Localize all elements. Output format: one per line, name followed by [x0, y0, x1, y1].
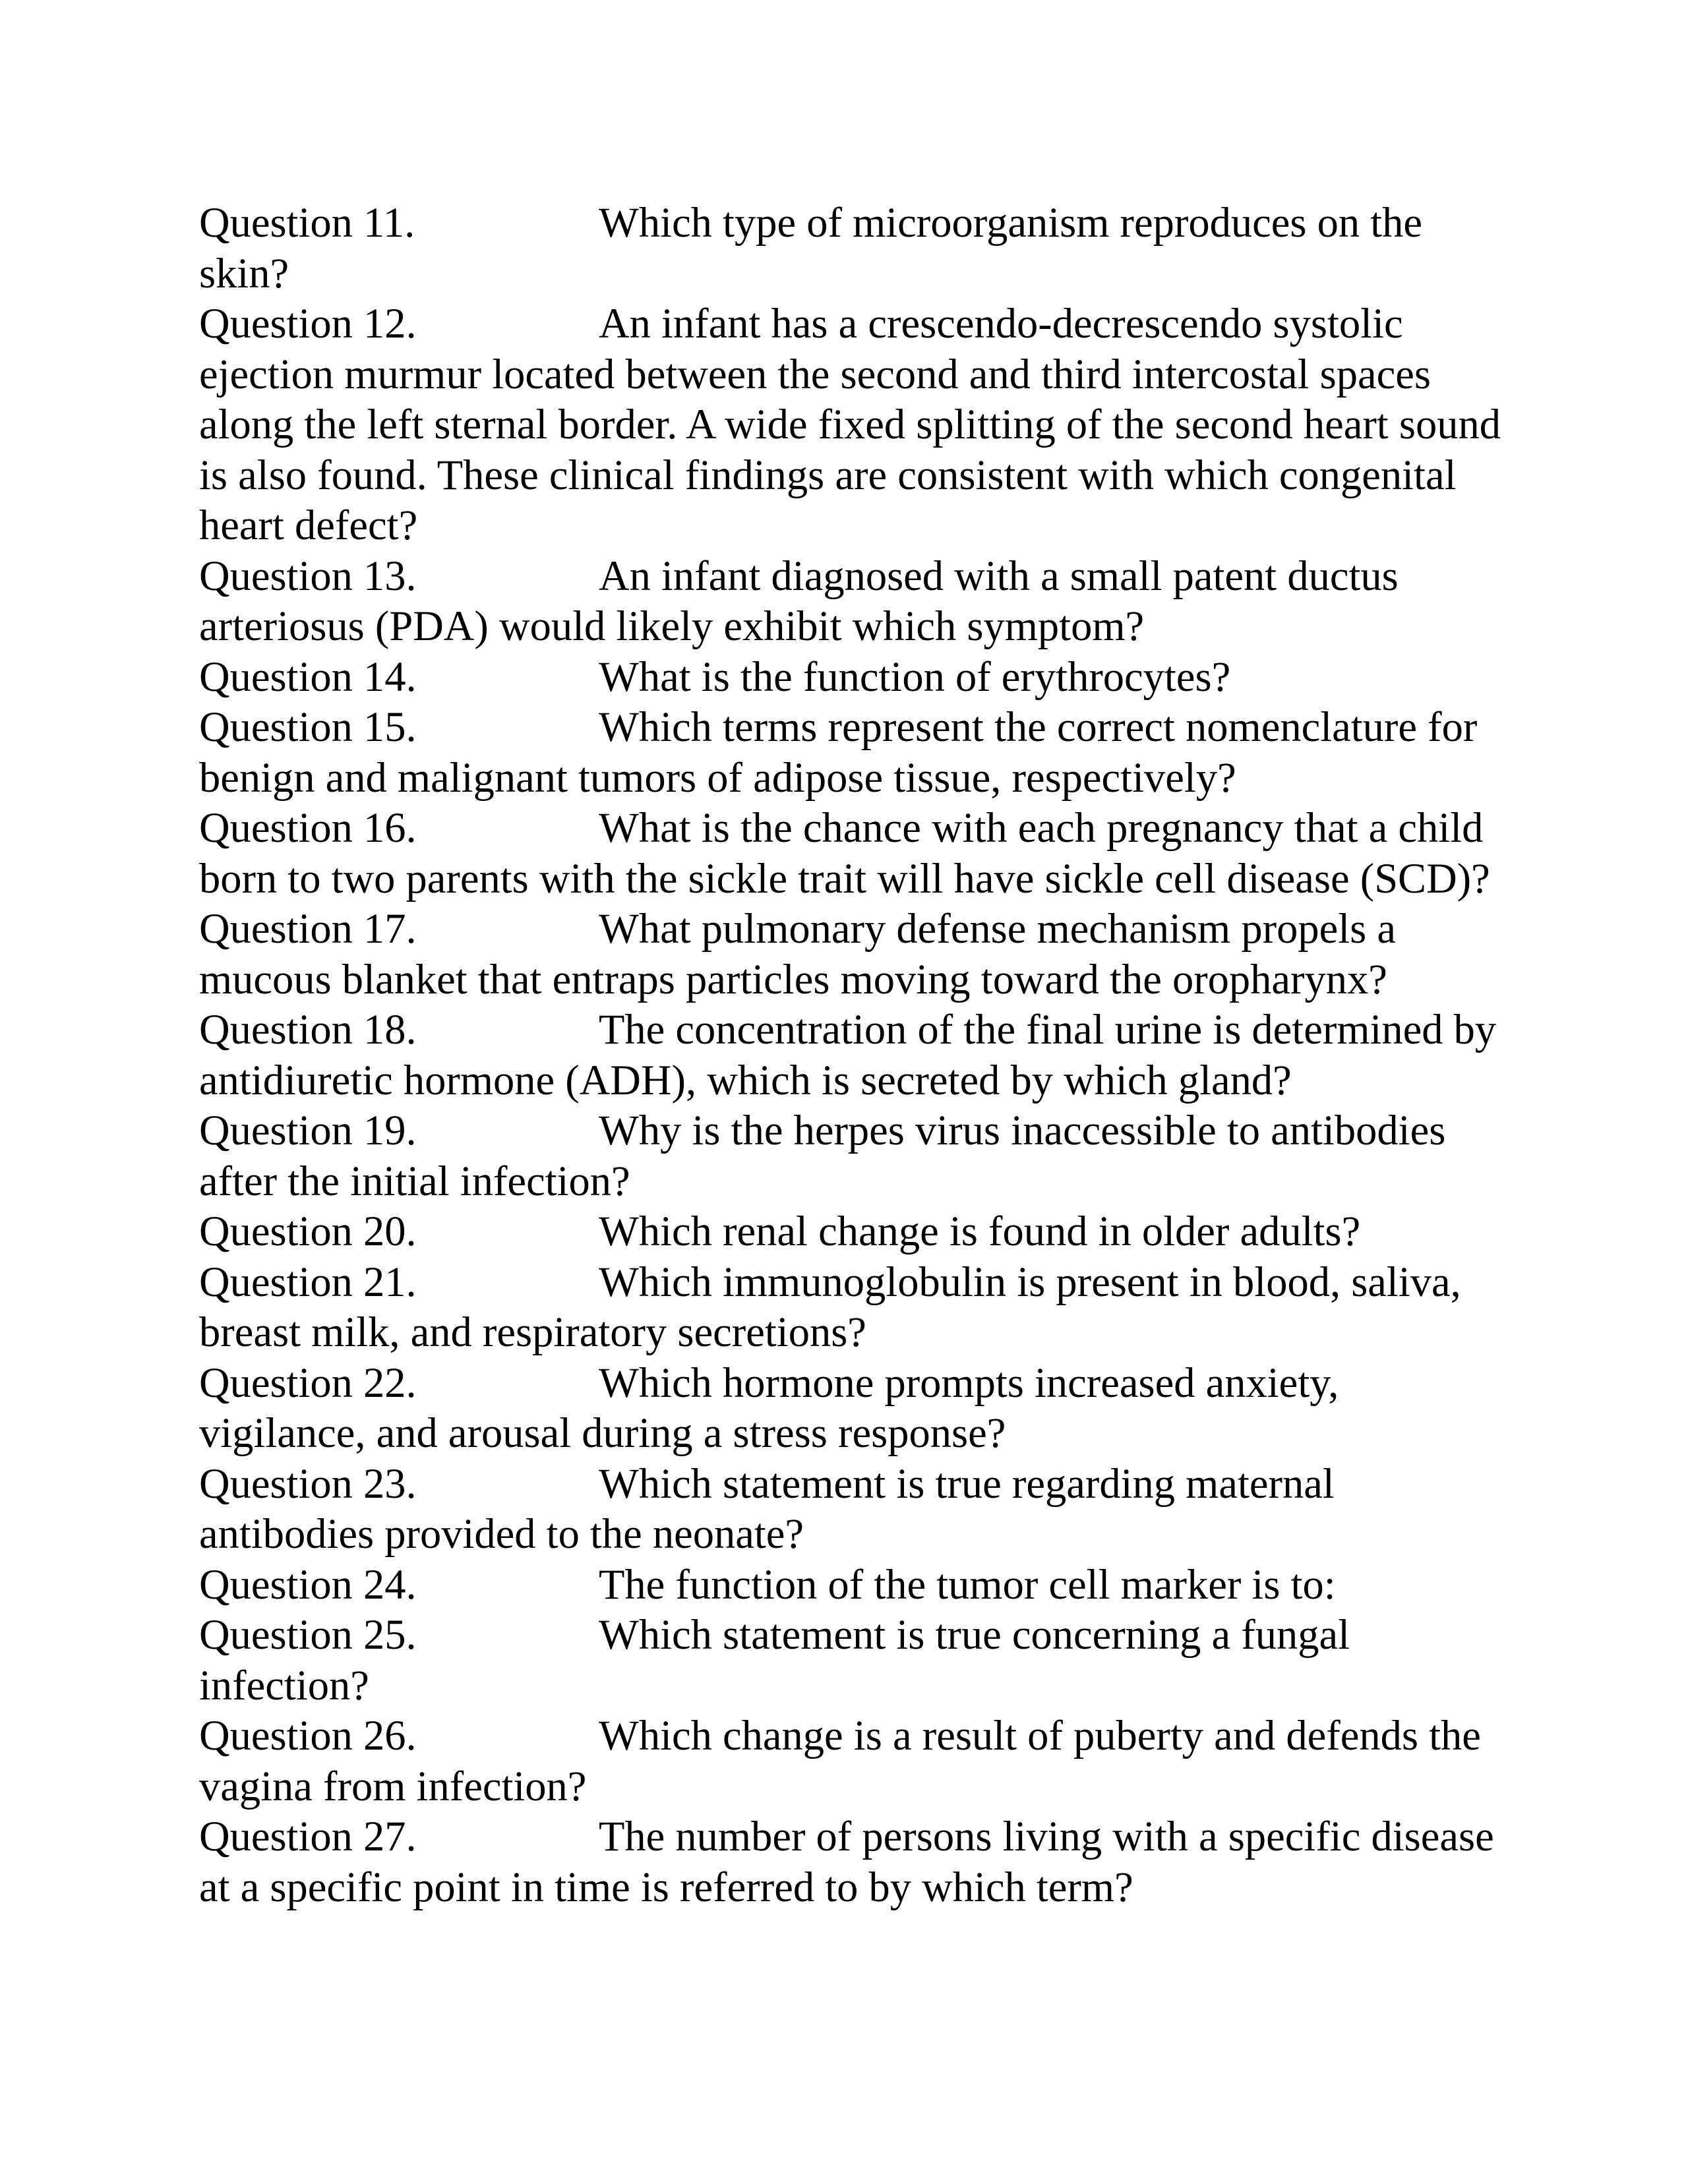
question-text: The number of persons living with a specific disease at a specific point in time is referred to by which term? [199, 1813, 1494, 1910]
question-item [199, 1358, 1511, 1459]
question-text: Which hormone prompts increased anxiety, vigilance, and arousal during a stress response? [199, 1359, 1339, 1456]
question-number: Question 12. [199, 300, 417, 347]
question-number: Question 19. [199, 1107, 417, 1154]
question-item [199, 1812, 1511, 1912]
question-number: Question 11. [199, 199, 415, 246]
question-item [199, 1560, 1511, 1610]
question-number: Question 20. [199, 1208, 417, 1254]
question-text: Why is the herpes virus inaccessible to antibodies after the initial infection? [199, 1107, 1446, 1204]
question-text: What is the chance with each pregnancy that a child born to two parents with the sickle trait will have sickle cell disease (SCD)? [199, 804, 1490, 902]
question-text: Which statement is true regarding maternal antibodies provided to the neonate? [199, 1460, 1335, 1557]
question-text: Which change is a result of puberty and defends the vagina from infection? [199, 1712, 1481, 1810]
question-text: What is the function of erythrocytes? [599, 653, 1231, 700]
question-text: An infant has a crescendo-decrescendo systolic ejection murmur located between the second and third intercostal spaces along the left sternal border. A wide fixed splitting of the second heart sound is also found. These clinical findings are consistent with which congenital heart defect? [199, 300, 1501, 548]
question-text: What pulmonary defense mechanism propels a mucous blanket that entraps particles moving toward the oropharynx? [199, 905, 1396, 1003]
question-number: Question 25. [199, 1611, 417, 1658]
question-number: Question 27. [199, 1813, 417, 1860]
question-text: Which terms represent the correct nomenclature for benign and malignant tumors of adipose tissue, respectively? [199, 703, 1478, 801]
question-item [199, 1459, 1511, 1560]
question-number: Question 16. [199, 804, 417, 851]
question-text: The concentration of the final urine is determined by antidiuretic hormone (ADH), which is secreted by which gland? [199, 1006, 1497, 1104]
question-text: Which immunoglobulin is present in blood, saliva, breast milk, and respiratory secretions? [199, 1258, 1461, 1355]
question-item [199, 198, 1511, 299]
question-item [199, 551, 1511, 652]
question-item [199, 1206, 1511, 1257]
question-number: Question 24. [199, 1560, 417, 1608]
question-text: Which renal change is found in older adults? [599, 1208, 1361, 1254]
question-item [199, 652, 1511, 703]
question-number: Question 14. [199, 653, 417, 700]
question-list [199, 198, 1511, 1912]
question-number: Question 23. [199, 1460, 417, 1507]
question-number: Question 21. [199, 1258, 417, 1305]
question-item [199, 1711, 1511, 1812]
question-item [199, 1106, 1511, 1206]
question-number: Question 18. [199, 1006, 417, 1053]
question-text: Which statement is true concerning a fungal infection? [199, 1611, 1350, 1709]
question-item [199, 702, 1511, 803]
question-item [199, 1005, 1511, 1106]
question-number: Question 15. [199, 703, 417, 750]
question-number: Question 26. [199, 1712, 417, 1759]
question-item [199, 1610, 1511, 1711]
question-item [199, 1257, 1511, 1358]
question-item [199, 299, 1511, 551]
question-number: Question 22. [199, 1359, 417, 1406]
question-text: An infant diagnosed with a small patent ductus arteriosus (PDA) would likely exhibit which symptom? [199, 552, 1399, 649]
question-item [199, 904, 1511, 1005]
question-text: Which type of microorganism reproduces on the skin? [199, 199, 1423, 297]
question-item [199, 803, 1511, 904]
question-number: Question 17. [199, 905, 417, 952]
question-number: Question 13. [199, 552, 417, 599]
question-text: The function of the tumor cell marker is to: [599, 1560, 1336, 1608]
